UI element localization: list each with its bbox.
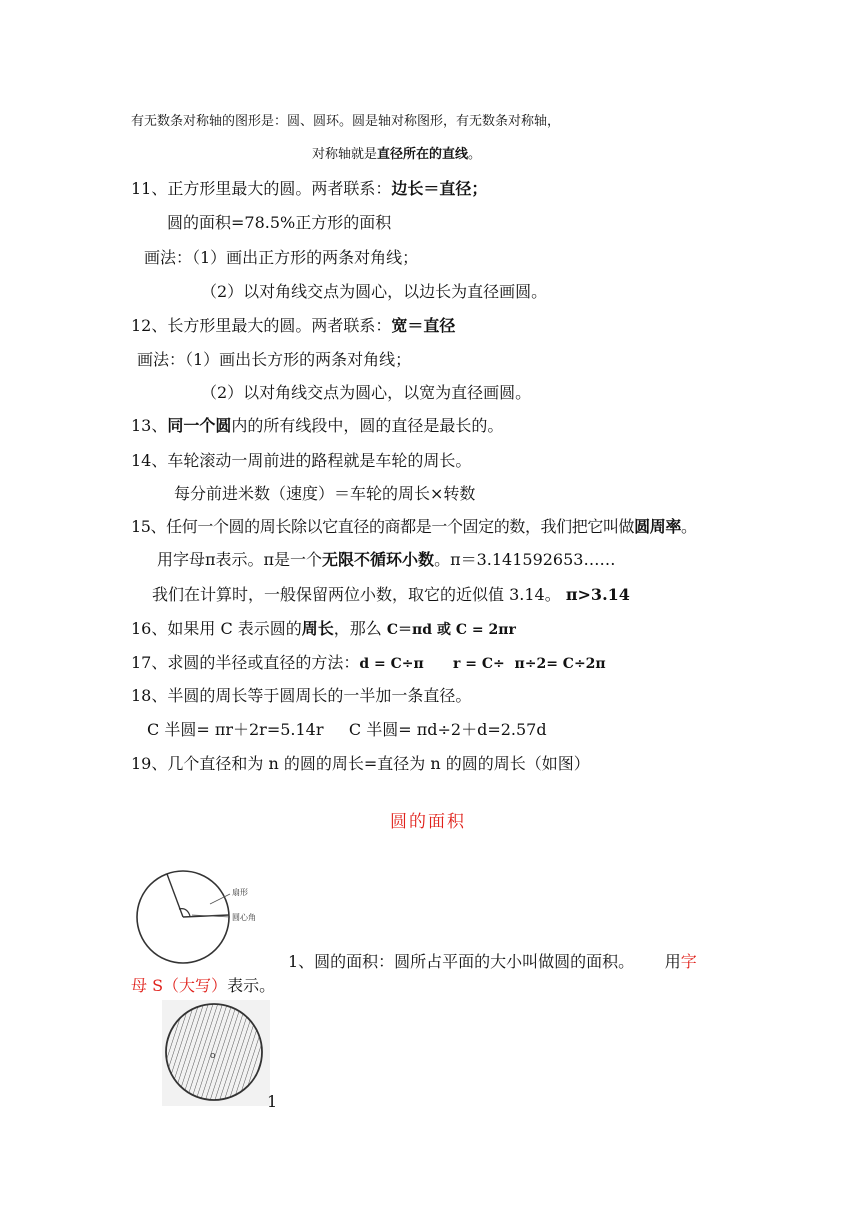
text: ，那么 [333, 619, 382, 638]
page-number: 1 [267, 1092, 278, 1111]
text: 我们在计算时，一般保留两位小数，取它的近似值 3.14。 [152, 585, 561, 604]
text: 1、圆的面积：圆所占平面的大小叫做圆的面积。 用 [288, 952, 681, 971]
line-item-12 [131, 316, 455, 336]
line-item-19: 19、几个直径和为 n 的圆的周长=直径为 n 的圆的周长（如图） [131, 754, 590, 773]
line-item-13 [131, 416, 503, 436]
line-item-15 [131, 517, 697, 537]
line-axis-symmetry: 有无数条对称轴的图形是：圆、圆环。圆是轴对称图形，有无数条对称轴， [131, 114, 561, 129]
line-item-11 [131, 179, 487, 199]
line-rect-method-1: 画法：（1）画出长方形的两条对角线； [137, 350, 412, 369]
text: 11、正方形里最大的圆。两者联系： [131, 179, 392, 198]
bold-text: 圆周率 [634, 517, 681, 536]
bold-text: d = C÷π r = C÷ π÷2= C÷2π [359, 656, 606, 672]
line-axis-diameter [312, 145, 481, 165]
text: 内的所有线段中，圆的直径是最长的。 [231, 416, 504, 435]
text: 用字母π表示。π是一个 [157, 550, 323, 569]
line-item-17 [131, 653, 606, 674]
bold-text: 同一个圆 [167, 416, 232, 435]
text: 12、长方形里最大的圆。两者联系： [131, 316, 392, 335]
text: 表示。 [227, 976, 276, 995]
bold-text: C＝πd 或 C = 2πr [386, 622, 516, 638]
line-area-definition [288, 952, 697, 972]
line-area-symbol [131, 976, 275, 996]
text: 16、如果用 C 表示圆的 [131, 619, 302, 638]
label-sector: 扇形 [232, 888, 248, 897]
line-item-14: 14、车轮滚动一周前进的路程就是车轮的周长。 [131, 451, 472, 470]
red-text: 字 [680, 952, 697, 971]
line-circle-area-ratio: 圆的面积=78.5%正方形的面积 [167, 213, 392, 232]
text: 13、 [131, 416, 168, 435]
red-text: 母 S（大写） [131, 976, 228, 995]
bold-text: 直径所在的直线 [377, 147, 469, 162]
bold-text: 无限不循环小数 [322, 550, 435, 569]
bold-text: 周长 [301, 619, 334, 638]
text: 15、任何一个圆的周长除以它直径的商都是一个固定的数，我们把它叫做 [131, 517, 635, 536]
text: 17、求圆的半径或直径的方法： [131, 653, 360, 672]
line-speed-formula: 每分前进米数（速度）＝车轮的周长×转数 [174, 484, 476, 503]
line-semicircle-formulas: C 半圆= πr＋2r=5.14r C 半圆= πd÷2＋d=2.57d [147, 720, 547, 739]
center-label: o [210, 1051, 216, 1061]
line-pi-approx [152, 585, 630, 605]
bold-text: π>3.14 [565, 585, 630, 604]
line-rect-method-2: （2）以对角线交点为圆心，以宽为直径画圆。 [201, 383, 532, 402]
line-item-16 [131, 619, 516, 640]
shaded-circle-diagram [162, 1000, 270, 1106]
line-item-18: 18、半圆的周长等于圆周长的一半加一条直径。 [131, 686, 472, 705]
line-square-method-1: 画法：（1）画出正方形的两条对角线； [144, 248, 419, 267]
bold-text: 宽＝直径 [391, 316, 456, 335]
section-title: 圆的面积 [390, 812, 466, 832]
sector-diagram [130, 866, 290, 970]
radius-line [167, 874, 183, 917]
text: 。π＝3.141592653…… [434, 550, 616, 569]
text: 。 [468, 147, 482, 162]
bold-text: 边长＝直径； [391, 179, 488, 198]
text: 。 [680, 517, 697, 536]
label-center-angle: 圆心角 [232, 913, 256, 922]
text: 对称轴就是 [312, 147, 378, 162]
line-square-method-2: （2）以对角线交点为圆心，以边长为直径画圆。 [201, 282, 548, 301]
line-pi-definition [157, 550, 615, 570]
